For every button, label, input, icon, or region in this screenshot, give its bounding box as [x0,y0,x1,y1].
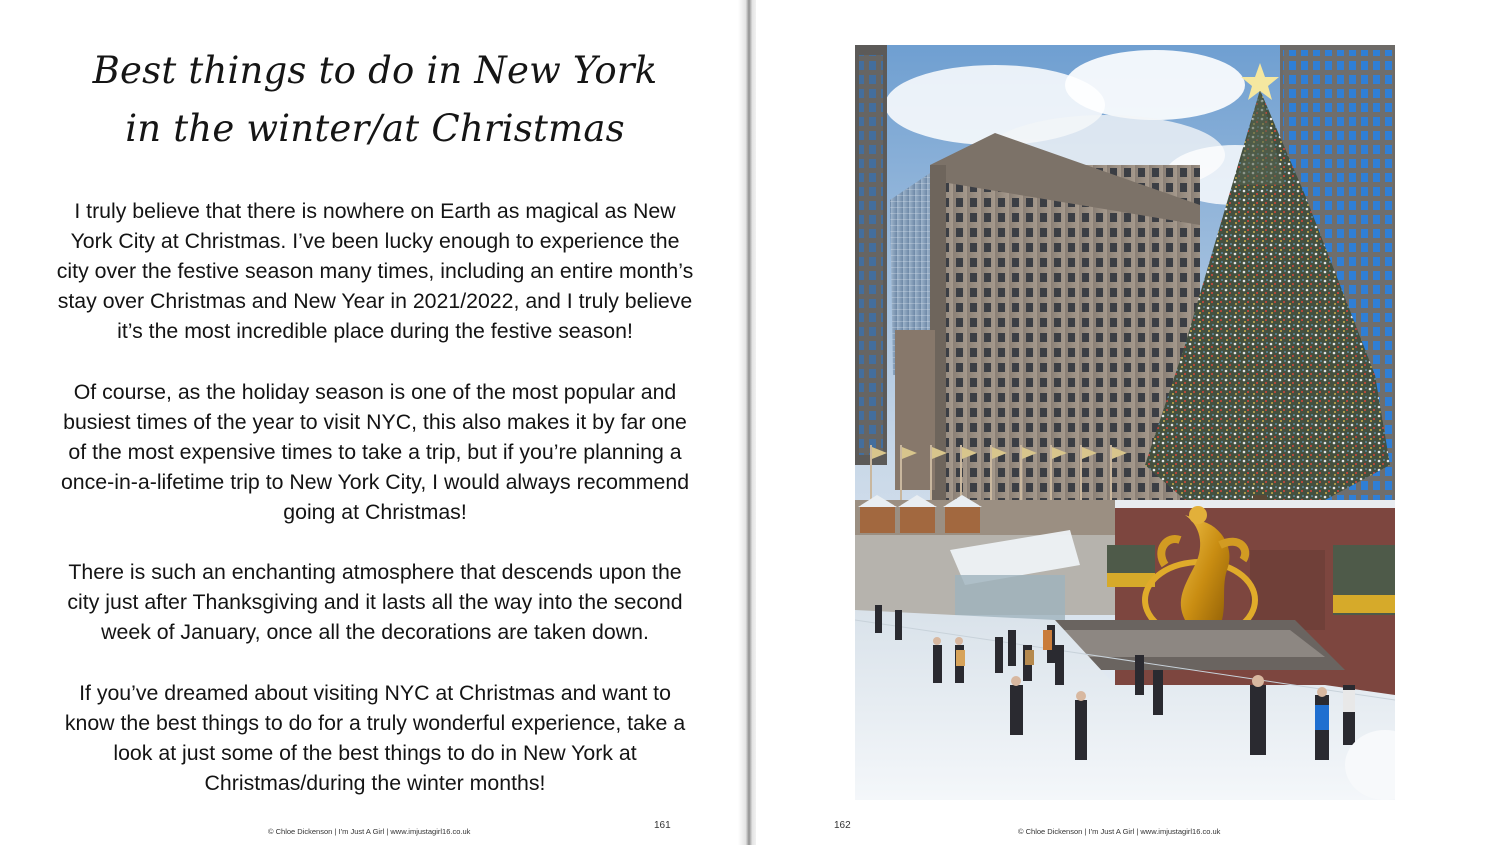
body-text [44,196,706,828]
rockefeller-center-photo [855,45,1395,800]
left-page [0,0,744,845]
paragraph-2 [44,377,706,527]
text-line: Christmas/during the winter months! [204,770,546,795]
photo-illustration [855,45,1395,800]
text-line: once-in-a-lifetime trip to New York City, I would always recommend [60,469,690,494]
text-line: stay over Christmas and New Year in 2021/2022, and I truly believe [57,289,693,314]
text-line: There is such an enchanting atmosphere that descends upon the [68,560,682,585]
title-line-2: in the winter/at Christmas [125,107,625,150]
text-line: York City at Christmas. I’ve been lucky enough to experience the [70,229,680,254]
text-line: week of January, once all the decorations are taken down. [101,620,649,645]
text-line: busiest times of the year to visit NYC, this also makes it by far one [63,409,687,434]
text-line: know the best things to do for a truly wonderful experience, take a [64,710,686,735]
text-line: city over the festive season many times, including an entire month’s [56,259,694,284]
text-line: If you’ve dreamed about visiting NYC at Christmas and want to [79,680,671,705]
text-line: of the most expensive times to take a trip, but if you’re planning a [68,439,682,464]
page-number: 161 [654,820,671,831]
page-number: 162 [834,820,851,831]
text-line: look at just some of the best things to do in New York at [113,740,637,765]
text-line: Of course, as the holiday season is one of the most popular and [73,379,677,404]
text-line: city just after Thanksgiving and it lasts all the way into the second [67,590,683,615]
page-footer: © Chloe Dickenson | I’m Just A Girl | www.imjustagirl16.co.uk [1018,827,1221,836]
paragraph-4 [44,678,706,798]
page-title [0,42,744,158]
paragraph-1 [44,196,706,346]
title-line-1: Best things to do in New York [92,49,658,92]
text-line: going at Christmas! [283,499,467,524]
text-line: it’s the most incredible place during the festive season! [117,319,633,344]
paragraph-3 [44,557,706,647]
page-footer: © Chloe Dickenson | I’m Just A Girl | www.imjustagirl16.co.uk [268,827,471,836]
text-line: I truly believe that there is nowhere on Earth as magical as New [74,199,676,223]
